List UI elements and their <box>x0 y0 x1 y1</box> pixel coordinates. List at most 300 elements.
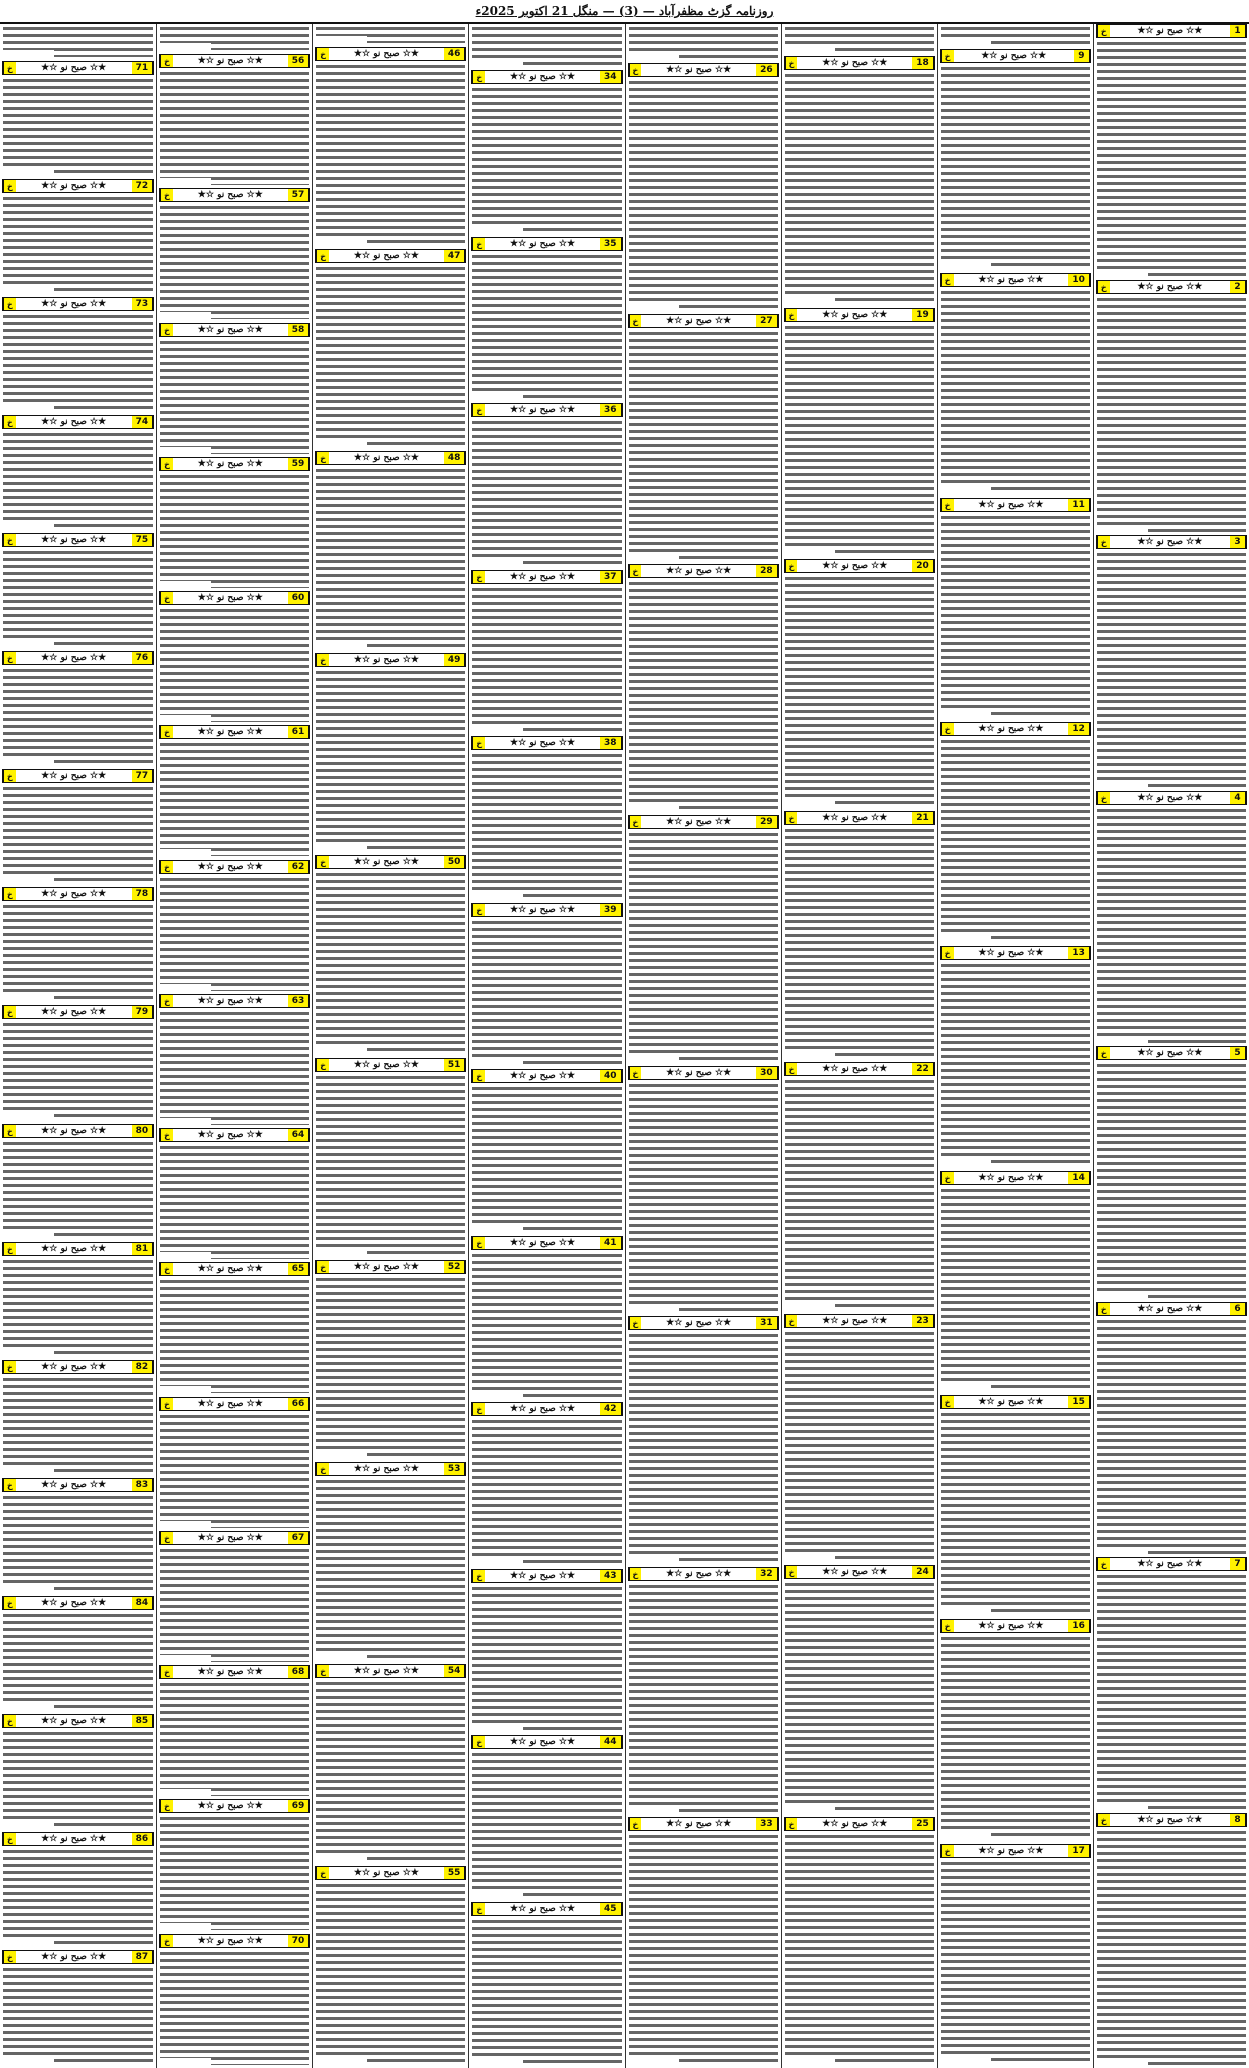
notice-mark: خ <box>316 654 329 666</box>
notice-mark: خ <box>3 1479 16 1491</box>
notice-header <box>784 559 935 573</box>
notice-title: ★☆ صبح نو ☆★ <box>666 1318 732 1328</box>
notice-text <box>941 290 1090 494</box>
notice-mark: خ <box>3 652 16 664</box>
notice-number: 86 <box>132 1833 154 1845</box>
notice-number: 49 <box>444 654 466 666</box>
notice-mark: خ <box>160 1263 173 1275</box>
notice-number: 70 <box>288 1935 310 1947</box>
notice-title: ★☆ صبح نو ☆★ <box>353 1262 419 1272</box>
notice-header <box>315 47 466 61</box>
notice-title: ★☆ صبح نو ☆★ <box>1137 537 1203 547</box>
notice-header <box>940 49 1091 63</box>
notice-title: ★☆ صبح نو ☆★ <box>822 310 888 320</box>
notice-header <box>940 1844 1091 1858</box>
notice-number: 62 <box>288 861 310 873</box>
notice-number: 36 <box>600 404 622 416</box>
notice-text <box>160 1011 309 1125</box>
notice-mark: خ <box>316 1261 329 1273</box>
notice-number: 80 <box>132 1125 154 1137</box>
notice-mark: خ <box>3 1597 16 1609</box>
notice-number: 56 <box>288 55 310 67</box>
notice-header <box>940 1619 1091 1633</box>
notice-number: 63 <box>288 995 310 1007</box>
notice-mark: خ <box>316 48 329 60</box>
notice-header <box>784 811 935 825</box>
notice-number: 79 <box>132 1006 154 1018</box>
notice-text <box>472 87 621 234</box>
notice-text <box>3 668 153 766</box>
notice-mark: خ <box>629 1067 642 1079</box>
notice-header <box>2 887 154 901</box>
notice-number: 31 <box>756 1317 778 1329</box>
notice-text <box>941 1412 1090 1616</box>
notice-mark: خ <box>941 947 954 959</box>
notice-mark: خ <box>3 534 16 546</box>
notice-header <box>315 1664 466 1678</box>
notice-text <box>785 26 934 52</box>
notice-mark: خ <box>472 904 485 916</box>
notice-mark: خ <box>160 1935 173 1947</box>
notice-number: 64 <box>288 1129 310 1141</box>
notice-text <box>160 1145 309 1259</box>
notice-text <box>160 1414 309 1528</box>
notice-text <box>316 1075 465 1257</box>
notice-title: ★☆ صبح نو ☆★ <box>666 817 732 827</box>
notice-text <box>1097 297 1246 533</box>
notice-title: ★☆ صبح نو ☆★ <box>1137 1815 1203 1825</box>
notice-title: ★☆ صبح نو ☆★ <box>41 653 107 663</box>
notice-header <box>1096 1557 1247 1571</box>
notice-text <box>3 1849 153 1947</box>
notice-title: ★☆ صبح نو ☆★ <box>822 561 888 571</box>
notice-header <box>2 1832 154 1846</box>
notice-number: 67 <box>288 1532 310 1544</box>
notice-text <box>3 550 153 648</box>
notice-title: ★☆ صبح نو ☆★ <box>41 181 107 191</box>
notice-title: ★☆ صبح نو ☆★ <box>41 299 107 309</box>
notice-text <box>316 670 465 852</box>
notice-number: 16 <box>1068 1620 1090 1632</box>
notice-mark: خ <box>785 309 798 321</box>
notice-title: ★☆ صبح نو ☆★ <box>41 1598 107 1608</box>
notice-text <box>472 587 621 734</box>
notice-number: 44 <box>600 1736 622 1748</box>
notice-header <box>940 1395 1091 1409</box>
notice-title: ★☆ صبح نو ☆★ <box>822 1316 888 1326</box>
notice-number: 84 <box>132 1597 154 1609</box>
notice-mark: خ <box>3 1125 16 1137</box>
notice-title: ★☆ صبح نو ☆★ <box>666 316 732 326</box>
notice-number: 76 <box>132 652 154 664</box>
notice-mark: خ <box>629 565 642 577</box>
notice-header <box>784 56 935 70</box>
notice-text <box>1097 1830 1246 2066</box>
notice-number: 52 <box>444 1261 466 1273</box>
notice-header <box>628 815 779 829</box>
notice-mark: خ <box>160 1129 173 1141</box>
notice-header <box>2 1950 154 1964</box>
notice-number: 13 <box>1068 947 1090 959</box>
notice-mark: خ <box>3 62 16 74</box>
notice-title: ★☆ صبح نو ☆★ <box>822 58 888 68</box>
notice-title: ★☆ صبح نو ☆★ <box>197 862 263 872</box>
notice-number: 21 <box>912 812 934 824</box>
notice-mark: خ <box>160 592 173 604</box>
notice-text <box>472 920 621 1067</box>
notice-text <box>1097 552 1246 788</box>
notice-title: ★☆ صبح نو ☆★ <box>666 1068 732 1078</box>
notice-mark: خ <box>1097 281 1110 293</box>
notice-mark: خ <box>472 1237 485 1249</box>
notice-header <box>315 1866 466 1880</box>
notice-title: ★☆ صبح نو ☆★ <box>510 1737 576 1747</box>
notice-title: ★☆ صبح نو ☆★ <box>353 1666 419 1676</box>
notice-title: ★☆ صبح نو ☆★ <box>197 190 263 200</box>
notice-text <box>785 73 934 305</box>
notice-number: 42 <box>600 1403 622 1415</box>
notice-header <box>471 237 622 251</box>
notice-header <box>2 533 154 547</box>
notice-mark: خ <box>472 404 485 416</box>
notice-header <box>471 570 622 584</box>
notice-mark: خ <box>472 71 485 83</box>
notice-mark: خ <box>160 458 173 470</box>
notice-title: ★☆ صبح نو ☆★ <box>510 72 576 82</box>
notice-title: ★☆ صبح نو ☆★ <box>510 738 576 748</box>
notice-text <box>941 515 1090 719</box>
notice-title: ★☆ صبح نو ☆★ <box>978 1621 1044 1631</box>
notice-title: ★☆ صبح نو ☆★ <box>1137 1304 1203 1314</box>
notice-text <box>160 71 309 185</box>
notice-mark: خ <box>160 324 173 336</box>
notice-header <box>628 564 779 578</box>
notice-text <box>3 1259 153 1357</box>
notice-number: 47 <box>444 250 466 262</box>
notice-header <box>1096 1046 1247 1060</box>
notice-text <box>785 325 934 557</box>
notice-header <box>315 451 466 465</box>
notice-number: 35 <box>600 238 622 250</box>
notice-number: 60 <box>288 592 310 604</box>
notice-title: ★☆ صبح نو ☆★ <box>353 251 419 261</box>
notice-mark: خ <box>160 189 173 201</box>
notice-mark: خ <box>941 1172 954 1184</box>
notice-number: 25 <box>912 1818 934 1830</box>
notice-title: ★☆ صبح نو ☆★ <box>978 1846 1044 1856</box>
notice-title: ★☆ صبح نو ☆★ <box>353 655 419 665</box>
notice-mark: خ <box>1097 25 1110 37</box>
notice-text <box>316 1681 465 1863</box>
notice-number: 48 <box>444 452 466 464</box>
notice-column <box>156 24 312 2068</box>
notice-title: ★☆ صبح نو ☆★ <box>41 63 107 73</box>
notice-mark: خ <box>629 64 642 76</box>
notice-title: ★☆ صبح نو ☆★ <box>197 325 263 335</box>
notice-number: 38 <box>600 737 622 749</box>
notice-text <box>785 1079 934 1311</box>
notice-title: ★☆ صبح نو ☆★ <box>510 1238 576 1248</box>
notice-header <box>471 903 622 917</box>
notice-text <box>941 1188 1090 1392</box>
notice-mark: خ <box>3 1833 16 1845</box>
notice-header <box>784 1565 935 1579</box>
notice-title: ★☆ صبح نو ☆★ <box>510 905 576 915</box>
notice-title: ★☆ صبح نو ☆★ <box>510 405 576 415</box>
notice-column <box>0 24 156 2068</box>
notice-title: ★☆ صبح نو ☆★ <box>197 593 263 603</box>
notice-title: ★☆ صبح نو ☆★ <box>197 1399 263 1409</box>
notice-number: 15 <box>1068 1396 1090 1408</box>
notice-header <box>2 1714 154 1728</box>
notice-number: 57 <box>288 189 310 201</box>
notice-text <box>3 786 153 884</box>
notice-number: 61 <box>288 726 310 738</box>
notice-title: ★☆ صبح نو ☆★ <box>41 1362 107 1372</box>
notice-header <box>628 1316 779 1330</box>
notice-header <box>471 1735 622 1749</box>
notice-text <box>160 742 309 856</box>
notice-text <box>160 205 309 319</box>
notice-column <box>937 24 1093 2068</box>
notice-header <box>159 1262 310 1276</box>
notice-header <box>940 722 1091 736</box>
notice-mark: خ <box>3 888 16 900</box>
notice-header <box>159 1934 310 1948</box>
notice-text <box>316 872 465 1054</box>
notice-text <box>160 1816 309 1930</box>
notice-header <box>159 188 310 202</box>
notice-text <box>1097 1063 1246 1299</box>
notice-mark: خ <box>629 1568 642 1580</box>
notice-text <box>3 196 153 294</box>
notice-title: ★☆ صبح نو ☆★ <box>666 1569 732 1579</box>
notice-number: 33 <box>756 1818 778 1830</box>
notice-title: ★☆ صبح نو ☆★ <box>41 771 107 781</box>
notice-text <box>3 1022 153 1120</box>
notice-mark: خ <box>316 1665 329 1677</box>
notice-mark: خ <box>1097 1303 1110 1315</box>
notice-title: ★☆ صبح نو ☆★ <box>41 1952 107 1962</box>
notice-title: ★☆ صبح نو ☆★ <box>1137 282 1203 292</box>
notice-header <box>940 273 1091 287</box>
notice-mark: خ <box>472 1736 485 1748</box>
notice-header <box>1096 791 1247 805</box>
notice-number: 23 <box>912 1315 934 1327</box>
notice-mark: خ <box>629 816 642 828</box>
notice-header <box>2 415 154 429</box>
notice-title: ★☆ صبح نو ☆★ <box>978 1397 1044 1407</box>
notice-number: 2 <box>1230 281 1246 293</box>
notice-header <box>159 1665 310 1679</box>
notice-text <box>941 66 1090 270</box>
notice-number: 83 <box>132 1479 154 1491</box>
notice-mark: خ <box>629 315 642 327</box>
notice-mark: خ <box>3 1243 16 1255</box>
notice-number: 20 <box>912 560 934 572</box>
notice-title: ★☆ صبح نو ☆★ <box>41 1244 107 1254</box>
notice-title: ★☆ صبح نو ☆★ <box>353 1464 419 1474</box>
notice-text <box>3 314 153 412</box>
notice-title: ★☆ صبح نو ☆★ <box>197 1130 263 1140</box>
notice-number: 29 <box>756 816 778 828</box>
notice-mark: خ <box>316 856 329 868</box>
notice-text <box>472 420 621 567</box>
notice-text <box>941 1636 1090 1840</box>
notice-number: 34 <box>600 71 622 83</box>
notice-header <box>315 653 466 667</box>
notice-mark: خ <box>941 1396 954 1408</box>
notice-number: 18 <box>912 57 934 69</box>
notice-mark: خ <box>472 238 485 250</box>
notice-title: ★☆ صبح نو ☆★ <box>510 572 576 582</box>
notice-number: 77 <box>132 770 154 782</box>
notice-text <box>316 468 465 650</box>
notice-column <box>625 24 781 2068</box>
notice-number: 28 <box>756 565 778 577</box>
notice-header <box>628 1567 779 1581</box>
notice-text <box>629 80 778 311</box>
notice-number: 10 <box>1068 274 1090 286</box>
notice-mark: خ <box>3 1715 16 1727</box>
notice-column <box>468 24 624 2068</box>
notice-text <box>629 26 778 59</box>
notice-mark: خ <box>941 499 954 511</box>
notice-header <box>315 855 466 869</box>
notice-columns <box>0 24 1249 2068</box>
notice-text <box>160 1548 309 1662</box>
notice-header <box>784 308 935 322</box>
notice-text <box>629 1333 778 1564</box>
notice-header <box>159 1397 310 1411</box>
notice-text <box>941 963 1090 1167</box>
notice-title: ★☆ صبح نو ☆★ <box>41 1126 107 1136</box>
notice-text <box>3 904 153 1002</box>
notice-text <box>472 1586 621 1733</box>
notice-text <box>160 1279 309 1393</box>
notice-mark: خ <box>160 1398 173 1410</box>
notice-mark: خ <box>785 1566 798 1578</box>
notice-number: 30 <box>756 1067 778 1079</box>
notice-header <box>471 403 622 417</box>
notice-text <box>785 1331 934 1563</box>
notice-number: 54 <box>444 1665 466 1677</box>
notice-title: ★☆ صبح نو ☆★ <box>197 1801 263 1811</box>
notice-text <box>1097 1574 1246 1810</box>
notice-text <box>316 1479 465 1661</box>
notice-number: 32 <box>756 1568 778 1580</box>
notice-header <box>471 736 622 750</box>
notice-title: ★☆ صبح نو ☆★ <box>510 1404 576 1414</box>
notice-title: ★☆ صبح نو ☆★ <box>353 49 419 59</box>
notice-header <box>940 498 1091 512</box>
notice-title: ★☆ صبح نو ☆★ <box>197 1533 263 1543</box>
notice-mark: خ <box>785 1315 798 1327</box>
notice-number: 82 <box>132 1361 154 1373</box>
notice-header <box>2 1005 154 1019</box>
notice-text <box>629 1584 778 1815</box>
notice-column <box>1093 24 1249 2068</box>
notice-text <box>3 26 153 57</box>
notice-mark: خ <box>472 1070 485 1082</box>
notice-title: ★☆ صبح نو ☆★ <box>822 813 888 823</box>
notice-header <box>159 591 310 605</box>
notice-number: 74 <box>132 416 154 428</box>
notice-number: 12 <box>1068 723 1090 735</box>
notice-number: 45 <box>600 1903 622 1915</box>
notice-number: 7 <box>1230 1558 1246 1570</box>
notice-header <box>2 1596 154 1610</box>
notice-mark: خ <box>160 1666 173 1678</box>
notice-text <box>785 576 934 808</box>
notice-header <box>315 249 466 263</box>
notice-mark: خ <box>785 812 798 824</box>
notice-header <box>628 63 779 77</box>
notice-title: ★☆ صبح نو ☆★ <box>978 724 1044 734</box>
notice-text <box>785 828 934 1060</box>
notice-header <box>159 457 310 471</box>
notice-mark: خ <box>941 723 954 735</box>
notice-mark: خ <box>785 1818 798 1830</box>
notice-text <box>316 64 465 246</box>
notice-text <box>472 753 621 900</box>
notice-header <box>2 1242 154 1256</box>
notice-header <box>2 651 154 665</box>
notice-header <box>1096 24 1247 38</box>
notice-text <box>785 1834 934 2066</box>
notice-mark: خ <box>316 1463 329 1475</box>
notice-mark: خ <box>941 274 954 286</box>
notice-text <box>3 1495 153 1593</box>
notice-text <box>472 1253 621 1400</box>
notice-text <box>160 26 309 50</box>
notice-header <box>159 1128 310 1142</box>
notice-text <box>3 1141 153 1239</box>
notice-number: 75 <box>132 534 154 546</box>
notice-title: ★☆ صبح نو ☆★ <box>1137 26 1203 36</box>
notice-text <box>472 1919 621 2066</box>
notice-text <box>941 26 1090 45</box>
notice-column <box>312 24 468 2068</box>
notice-number: 5 <box>1230 1047 1246 1059</box>
notice-text <box>472 1086 621 1233</box>
notice-number: 41 <box>600 1237 622 1249</box>
notice-header <box>2 1478 154 1492</box>
notice-header <box>1096 1302 1247 1316</box>
notice-number: 24 <box>912 1566 934 1578</box>
notice-mark: خ <box>160 1800 173 1812</box>
notice-text <box>785 1582 934 1814</box>
notice-mark: خ <box>472 737 485 749</box>
notice-title: ★☆ صبح نو ☆★ <box>41 889 107 899</box>
notice-header <box>628 1817 779 1831</box>
notice-mark: خ <box>472 1570 485 1582</box>
notice-number: 72 <box>132 180 154 192</box>
notice-title: ★☆ صبح نو ☆★ <box>1137 1048 1203 1058</box>
notice-number: 40 <box>600 1070 622 1082</box>
notice-title: ★☆ صبح نو ☆★ <box>978 500 1044 510</box>
notice-text <box>160 1951 309 2065</box>
notice-header <box>315 1260 466 1274</box>
notice-header <box>471 70 622 84</box>
notice-number: 73 <box>132 298 154 310</box>
notice-header <box>159 54 310 68</box>
notice-text <box>629 581 778 812</box>
notice-number: 81 <box>132 1243 154 1255</box>
notice-title: ★☆ صبح نو ☆★ <box>353 857 419 867</box>
notice-title: ★☆ صبح نو ☆★ <box>41 1480 107 1490</box>
notice-number: 9 <box>1074 50 1090 62</box>
